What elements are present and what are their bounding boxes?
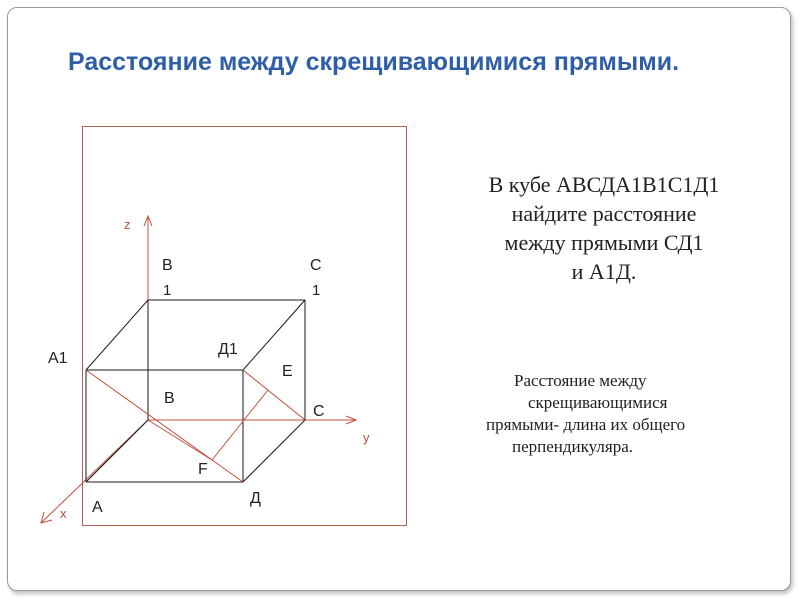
edge-b-a <box>86 420 148 482</box>
note-line: перпендикуляра. <box>512 437 634 456</box>
point-label-b1-index: 1 <box>163 282 172 299</box>
cube-edges <box>86 300 305 482</box>
point-label-c1: С <box>310 257 322 274</box>
problem-line: В кубе АВСДА1В1С1Д1 <box>488 172 720 197</box>
point-label-a1: А1 <box>48 350 68 367</box>
axis-label-x: x <box>60 506 67 521</box>
axis-label-y: y <box>363 430 370 445</box>
point-label-f: F <box>198 461 208 478</box>
note-line: прямыми- длина их общего <box>486 415 686 434</box>
point-label-d1: Д1 <box>218 341 238 358</box>
point-label-a: А <box>92 499 103 516</box>
edge-a1-b1 <box>86 300 148 370</box>
problem-statement <box>424 170 784 286</box>
point-label-c: С <box>313 403 325 420</box>
slide-title: Расстояние между скрещивающимися прямыми. <box>68 48 680 76</box>
point-label-b: В <box>164 390 175 407</box>
point-label-c1-index: 1 <box>312 282 321 299</box>
construction-lines <box>86 370 305 482</box>
axis-label-z: z <box>124 217 131 232</box>
note-line: скрещивающимися <box>528 393 668 412</box>
definition-note <box>470 370 770 458</box>
edge-c1-d1 <box>243 300 305 370</box>
problem-line: и А1Д. <box>571 259 637 284</box>
point-label-b1: В <box>162 257 173 274</box>
point-label-e: Е <box>282 363 293 380</box>
problem-line: между прямыми СД1 <box>504 230 704 255</box>
line-d1-c <box>243 370 305 420</box>
line-b-f <box>148 420 212 460</box>
note-line: Расстояние между <box>514 371 647 390</box>
line-f-e <box>212 390 268 460</box>
line-a1-d <box>86 370 243 482</box>
problem-line: найдите расстояние <box>511 201 697 226</box>
edge-d-c <box>243 420 305 482</box>
point-label-d: Д <box>250 490 261 507</box>
